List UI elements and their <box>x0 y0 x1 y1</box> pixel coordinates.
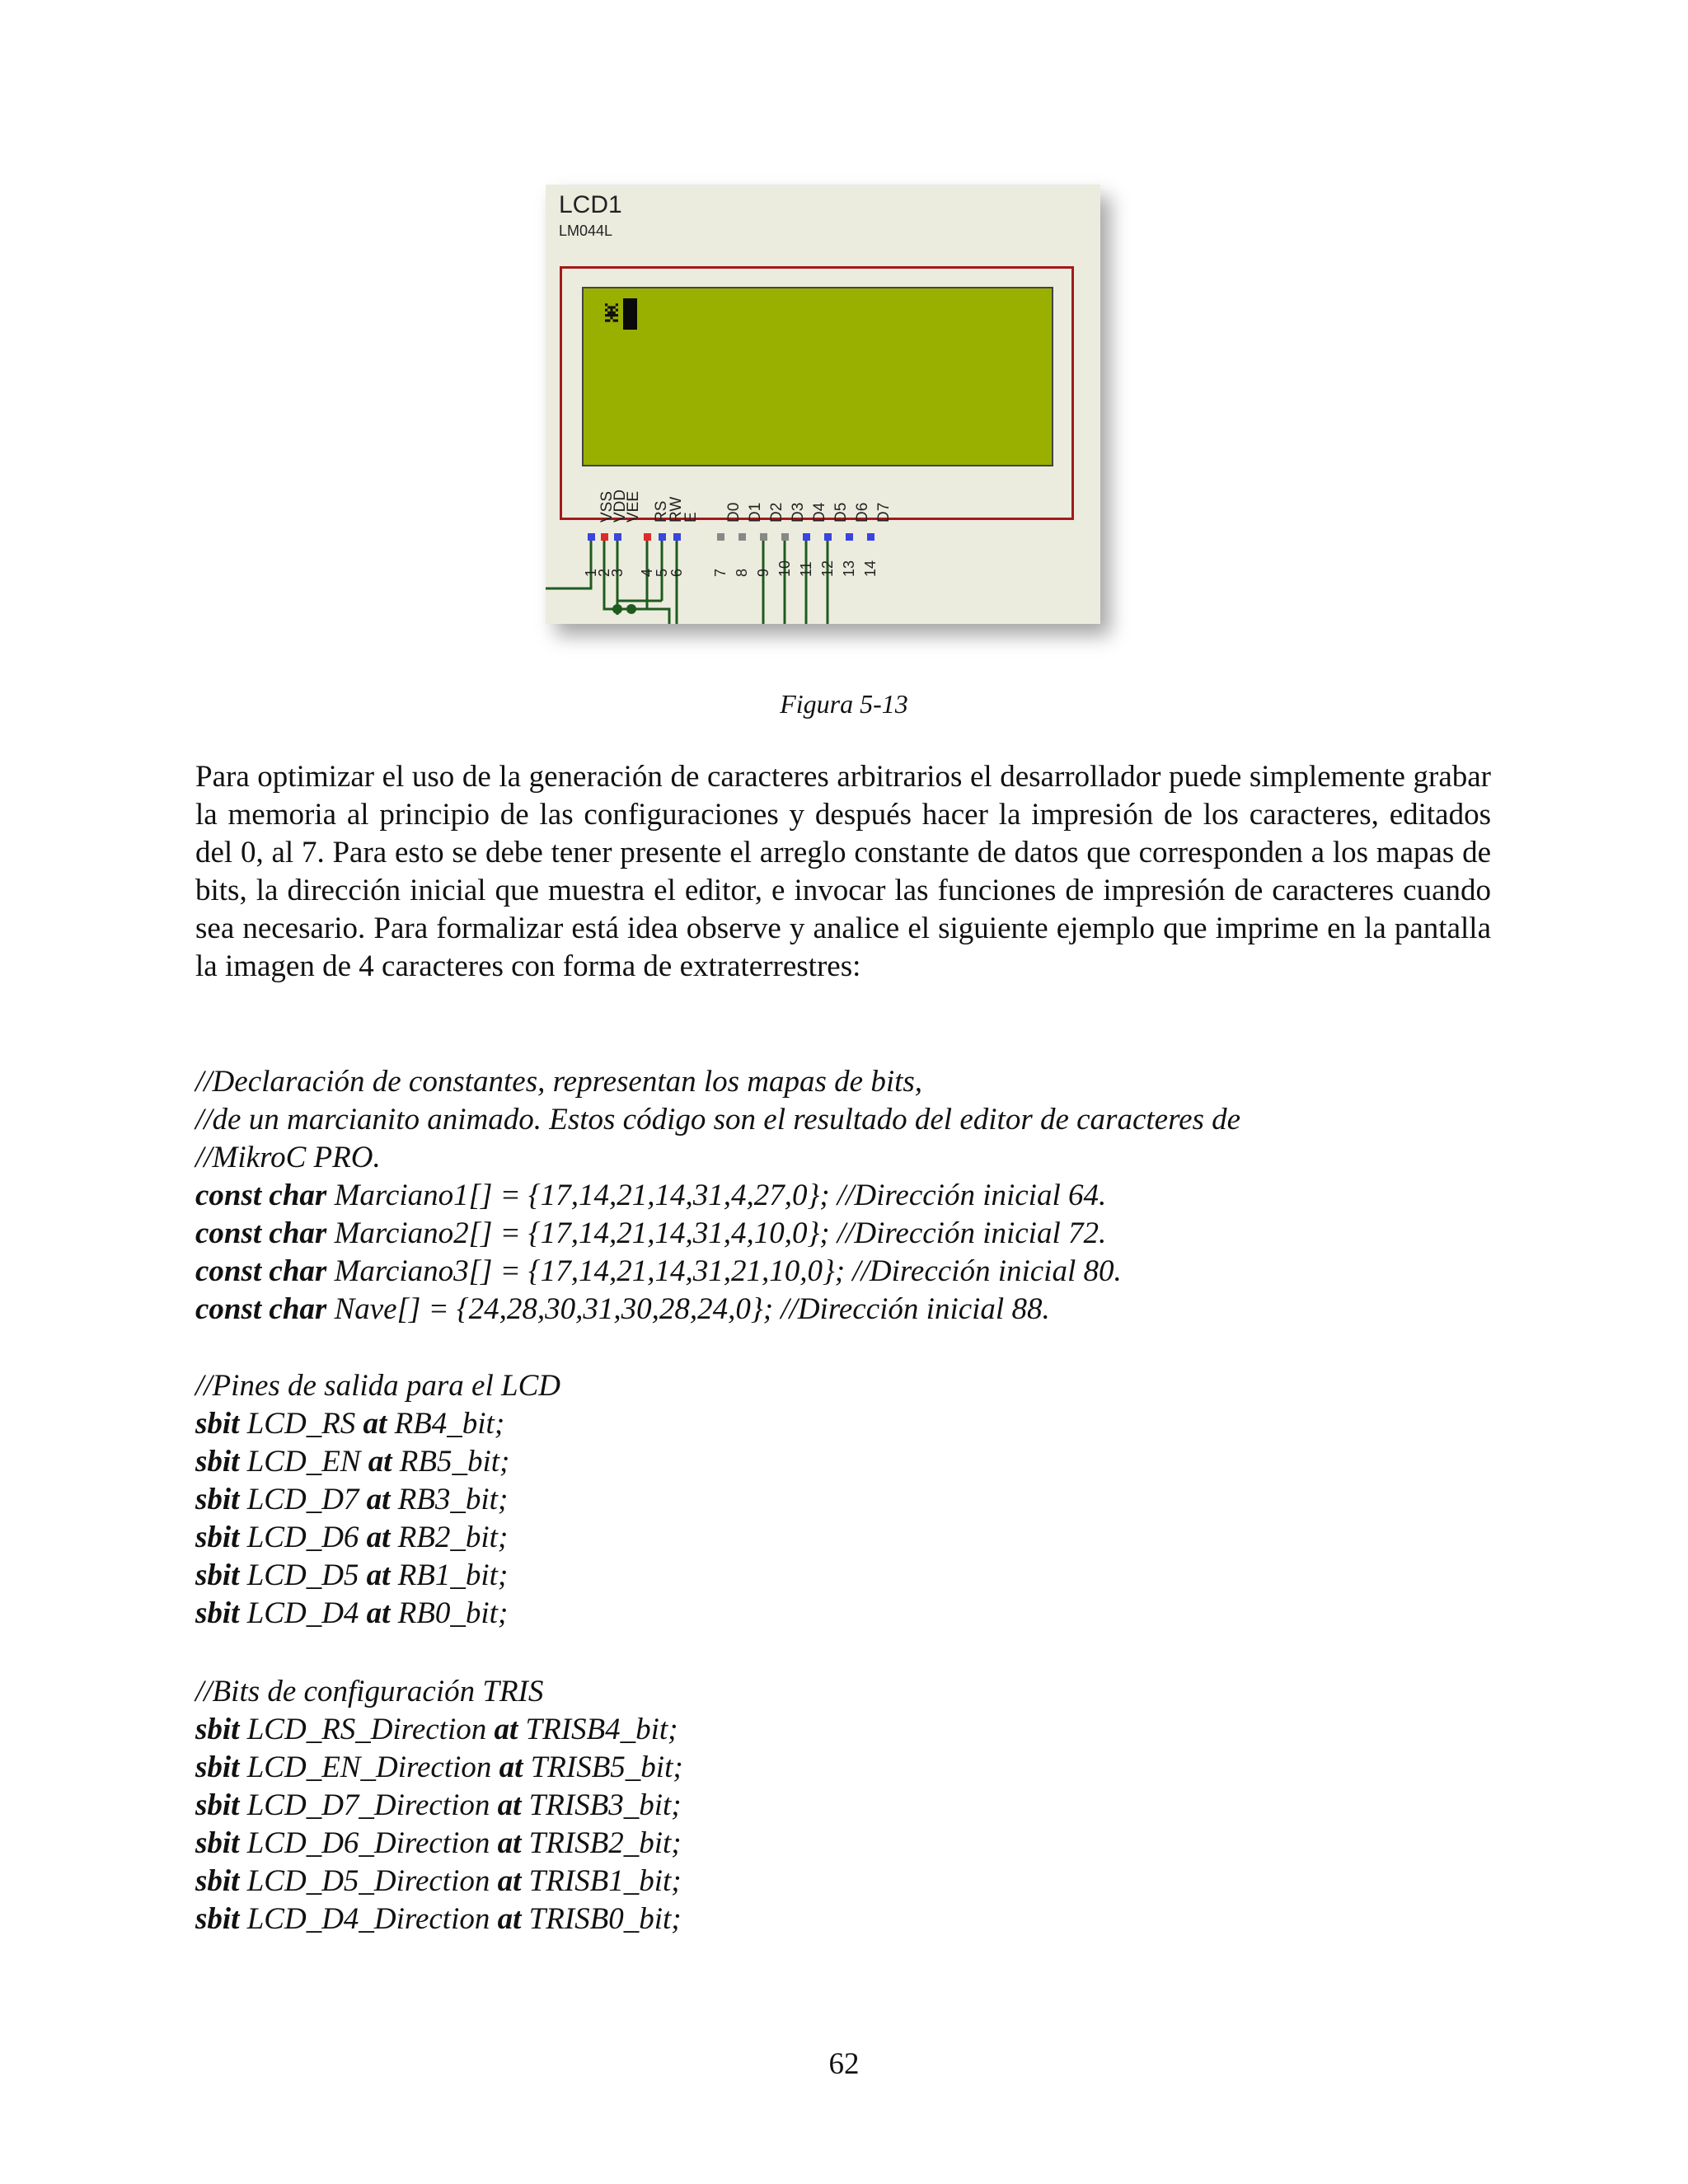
pin-name: RW <box>668 496 685 523</box>
code-line <box>195 1825 1514 1863</box>
code-text: LCD_EN_Direction <box>239 1750 499 1784</box>
lcd-model: LM044L <box>559 223 613 239</box>
pin-number: 12 <box>819 560 836 577</box>
pin-number: 13 <box>841 560 857 577</box>
pin-name: VEE <box>625 490 642 523</box>
code-line <box>195 1291 1514 1329</box>
pin-number: 3 <box>609 568 626 577</box>
code-comment: //Pines de salida para el LCD <box>195 1369 560 1403</box>
code-text: RB2_bit; <box>390 1521 509 1554</box>
code-text: LCD_D5_Direction <box>239 1864 498 1898</box>
code-keyword: const char <box>195 1216 327 1250</box>
code-line <box>195 1595 1514 1633</box>
code-keyword: const char <box>195 1254 327 1288</box>
pin-number: 4 <box>639 568 655 577</box>
code-keyword: at <box>497 1902 522 1936</box>
code-text: Marciano1[] = {17,14,21,14,31,4,27,0}; //Dirección inicial 64. <box>326 1179 1107 1212</box>
code-keyword: at <box>366 1596 391 1630</box>
pin-number: 5 <box>654 568 670 577</box>
code-text: RB4_bit; <box>387 1407 505 1441</box>
code-text: TRISB2_bit; <box>521 1826 682 1860</box>
figure-caption: Figura 5-13 <box>780 689 908 719</box>
code-line <box>195 1711 1514 1749</box>
pin-name: D7 <box>875 502 893 523</box>
code-text: Marciano2[] = {17,14,21,14,31,4,10,0}; //Dirección inicial 72. <box>326 1216 1107 1250</box>
code-keyword: at <box>366 1558 391 1592</box>
code-keyword: sbit <box>195 1902 240 1936</box>
code-keyword: sbit <box>195 1483 240 1516</box>
code-keyword: sbit <box>195 1788 240 1822</box>
code-keyword: at <box>366 1521 391 1554</box>
pin-name: RS <box>653 500 670 523</box>
code-line <box>195 1177 1514 1215</box>
code-text: LCD_D6_Direction <box>239 1826 498 1860</box>
code-line <box>195 1215 1514 1253</box>
code-line <box>195 1405 1514 1443</box>
code-keyword: sbit <box>195 1521 240 1554</box>
code-text: TRISB4_bit; <box>518 1713 678 1746</box>
pin-number: 1 <box>583 568 599 577</box>
code-constants <box>195 1063 1514 1329</box>
code-text: TRISB3_bit; <box>521 1788 682 1822</box>
code-line <box>195 1787 1514 1825</box>
code-comment: //Declaración de constantes, representan los mapas de bits, <box>195 1065 923 1099</box>
code-keyword: const char <box>195 1292 327 1326</box>
code-text: TRISB5_bit; <box>523 1750 683 1784</box>
code-keyword: at <box>368 1445 392 1479</box>
pin-number: 6 <box>668 568 685 577</box>
code-text: Marciano3[] = {17,14,21,14,31,21,10,0}; //Dirección inicial 80. <box>326 1254 1122 1288</box>
pin-name: D5 <box>832 502 850 523</box>
code-keyword: sbit <box>195 1445 240 1479</box>
code-text: LCD_D7_Direction <box>239 1788 498 1822</box>
code-keyword: at <box>494 1713 518 1746</box>
code-keyword: sbit <box>195 1407 240 1441</box>
lcd-figure <box>546 185 1100 624</box>
code-tris-bits <box>195 1673 1514 1938</box>
code-text: RB3_bit; <box>390 1483 509 1516</box>
code-keyword: sbit <box>195 1826 240 1860</box>
pin-name: D0 <box>725 502 743 523</box>
code-keyword: at <box>497 1826 522 1860</box>
code-keyword: at <box>499 1750 523 1784</box>
code-keyword: at <box>497 1864 522 1898</box>
pin-name: D2 <box>768 502 785 523</box>
pin-number: 2 <box>596 568 612 577</box>
pin-number: 7 <box>712 568 729 577</box>
code-line <box>195 1481 1514 1519</box>
body-paragraph: Para optimizar el uso de la generación de caracteres arbitrarios el desarrollador puede simplemente grabar la memoria al principio de las configuraciones y después hacer la impresión de los caracteres, editados del 0, al 7. Para esto se debe tener presente el arreglo constante de datos que corresponden a los mapas de bits, la dirección inicial que muestra el editor, e invocar las funciones de impresión de caracteres cuando sea necesario. Para formalizar está idea observe y analice el siguiente ejemplo que imprime en la pantalla la imagen de 4 caracteres con forma de extraterrestres: <box>195 760 1491 983</box>
code-text: RB0_bit; <box>390 1596 509 1630</box>
code-line <box>195 1749 1514 1787</box>
code-text: TRISB1_bit; <box>521 1864 682 1898</box>
code-line <box>195 1557 1514 1595</box>
code-text: LCD_D5 <box>239 1558 367 1592</box>
code-keyword: sbit <box>195 1596 240 1630</box>
code-text: RB1_bit; <box>390 1558 509 1592</box>
pin-name: D3 <box>790 502 807 523</box>
code-text: LCD_EN <box>239 1445 368 1479</box>
code-keyword: sbit <box>195 1864 240 1898</box>
code-text: LCD_D7 <box>239 1483 367 1516</box>
pin-number: 10 <box>776 560 793 577</box>
code-text: LCD_D4 <box>239 1596 367 1630</box>
code-lcd-pins <box>195 1367 1514 1633</box>
pin-number: 9 <box>755 568 771 577</box>
pin-number: 8 <box>734 568 750 577</box>
code-keyword: at <box>366 1483 391 1516</box>
code-line <box>195 1443 1514 1481</box>
code-text: Nave[] = {24,28,30,31,30,28,24,0}; //Dirección inicial 88. <box>326 1292 1050 1326</box>
code-comment: //de un marcianito animado. Estos código son el resultado del editor de caracteres de <box>195 1103 1241 1137</box>
pin-number: 11 <box>798 561 814 577</box>
pin-number: 14 <box>862 560 879 577</box>
code-text: TRISB0_bit; <box>521 1902 682 1936</box>
code-keyword: const char <box>195 1179 327 1212</box>
pin-name: VSS <box>598 490 616 523</box>
code-line <box>195 1863 1514 1900</box>
code-comment: //MikroC PRO. <box>195 1141 381 1174</box>
pin-name: D4 <box>811 502 828 523</box>
code-keyword: at <box>363 1407 387 1441</box>
code-text: LCD_RS_Direction <box>239 1713 495 1746</box>
code-line <box>195 1900 1514 1938</box>
pin-name: E <box>682 512 700 523</box>
code-text: LCD_RS <box>239 1407 363 1441</box>
pin-name: D1 <box>747 502 764 523</box>
code-text: RB5_bit; <box>392 1445 510 1479</box>
pin-name: VDD <box>612 489 629 523</box>
code-keyword: at <box>497 1788 522 1822</box>
code-keyword: sbit <box>195 1750 240 1784</box>
code-line <box>195 1519 1514 1557</box>
pin-name: D6 <box>854 502 871 523</box>
code-keyword: sbit <box>195 1713 240 1746</box>
lcd-name: LCD1 <box>559 191 622 218</box>
code-text: LCD_D4_Direction <box>239 1902 498 1936</box>
page-number: 62 <box>828 2047 860 2081</box>
code-comment: //Bits de configuración TRIS <box>195 1675 544 1708</box>
code-keyword: sbit <box>195 1558 240 1592</box>
code-line <box>195 1253 1514 1291</box>
code-text: LCD_D6 <box>239 1521 367 1554</box>
